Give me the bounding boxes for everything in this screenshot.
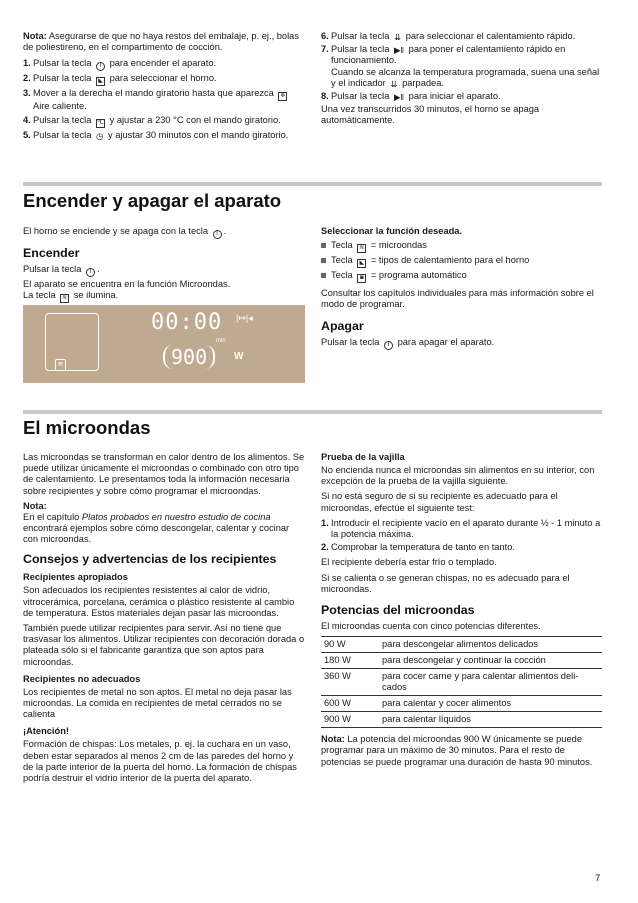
step-text: para seleccionar el horno. [109, 73, 217, 84]
section-title: El microondas [23, 417, 151, 438]
power-icon: I [86, 268, 95, 277]
atencion-text: Formación de chispas: Los metales, p. ej. la cuchara en un vaso, deben estar separados al menos 2 cm de las paredes del horno y de la parte interior de la puerta del horno. La formación de chispas podría destruir el vidrio interior de la puerta del aparato. [23, 739, 297, 784]
step-number: 7. [321, 44, 329, 55]
step-item [23, 58, 305, 71]
step-extra [331, 67, 603, 89]
final-text: Una vez transcurridos 30 minutos, el horno se apaga automáticamente. [321, 104, 540, 126]
step-item [321, 542, 603, 553]
section-divider [23, 182, 602, 186]
step-text: Pulsar la tecla [331, 44, 390, 55]
bullet-text: Tecla [331, 255, 353, 265]
list-item [321, 255, 603, 268]
use-cell: para descongelar alimentos delicados [379, 637, 602, 653]
step-number: 6. [321, 31, 329, 41]
hot-air-icon: ❄ [280, 93, 286, 100]
no-adecuados-heading: Recipientes no adecuados [23, 673, 141, 684]
potencias-heading: Potencias del microondas [321, 603, 475, 618]
step-number: 8. [321, 91, 329, 102]
table-row [321, 696, 602, 712]
step-number: 1. [321, 517, 329, 528]
sec1-left-column [23, 226, 305, 303]
step-extra-text: Cuando se alcanza la temperatura programada, suena una señal y el indicador [331, 66, 600, 88]
apagar-text: Pulsar la tecla [321, 337, 380, 348]
seguro-text: Si no está seguro de si su recipiente es adecuado para el microondas, efectúe el siguiente test: [321, 491, 558, 513]
top-note [23, 31, 305, 53]
power-icon: I [96, 62, 105, 71]
start-pause-icon: ▶ǁ [394, 92, 405, 103]
use-cell: para cocer carne y para calentar alimentos deli-cados [379, 669, 602, 696]
apagar-text: para apagar el aparato. [397, 337, 495, 348]
encender-heading: Encender [23, 246, 80, 260]
step-text: Introducir el recipiente vacío en el aparato durante ½ - 1 minuto a la potencia máxima. [331, 517, 601, 540]
step-number: 2. [321, 542, 329, 553]
section-divider [23, 410, 602, 414]
nota-text: La potencia del microondas 900 W únicamente se puede programar para un máximo de 30 minutos. Para el resto de potencias se puede programar una duración de hasta 90 minutos. [321, 734, 593, 767]
step-text: para poner el calentamiento rápido en funcionamiento. [331, 44, 566, 66]
step-text: Pulsar la tecla [331, 91, 390, 102]
step-number: 2. [23, 73, 31, 84]
potencia-nota [321, 734, 603, 768]
panel-clock: 00:00 [151, 310, 223, 335]
bullet-text: Tecla [331, 270, 353, 280]
power-table [321, 636, 602, 728]
note-text: Asegurarse de que no haya restos del embalaje, p. ej., bolas de poliestireno, en el compartimento de cocción. [23, 31, 299, 53]
microwave-icon: ≋ [55, 359, 66, 371]
top-right-column [321, 31, 603, 131]
power-cell: 360 W [321, 669, 379, 696]
consejos-heading: Consejos y advertencias de los recipientes [23, 552, 277, 567]
section-title: Encender y apagar el aparato [23, 190, 282, 211]
step-item [321, 91, 603, 102]
bullet-text: = microondas [370, 240, 427, 250]
power-icon: I [213, 230, 222, 239]
bullet-text: Tecla [331, 240, 353, 250]
encender-text: La tecla [23, 290, 56, 301]
bullet-text: = tipos de calentamiento para el horno [370, 255, 530, 265]
table-row [321, 653, 602, 669]
consult-text: Consultar los capítulos individuales para más información sobre el modo de programar. [321, 288, 594, 310]
panel-power-readout: 900 [163, 345, 215, 369]
step-item [321, 31, 603, 42]
encender-text: se ilumina. [73, 290, 119, 301]
apagar-heading: Apagar [321, 319, 364, 334]
nota-text [23, 512, 305, 546]
step-text: y ajustar a 230 °C con el mando giratorio. [109, 114, 281, 125]
power-icon: I [384, 341, 393, 350]
sec2-left-column [23, 452, 305, 788]
encender-text: Pulsar la tecla [23, 264, 82, 274]
step-text: Aire caliente. [33, 101, 87, 112]
prueba-heading: Prueba de la vajilla [321, 452, 405, 462]
clock-icon: ◷ [96, 130, 104, 141]
power-cell: 180 W [321, 653, 379, 669]
servir-text: También puede utilizar recipientes para servir. Así no tiene que trasvasar los alimentos. Utilizar recipientes con decoración dorada o plateada sólo si el fabricante garantiza que son aptos para microondas. [23, 623, 305, 667]
intro-text: El horno se enciende y se apaga con la tecla [23, 226, 209, 236]
power-cell: 900 W [321, 712, 379, 728]
step-number: 1. [23, 58, 31, 69]
table-row [321, 669, 602, 696]
use-cell: para calentar líquidos [379, 712, 602, 728]
temperature-icon: ℃ [97, 119, 104, 126]
step-number: 5. [23, 129, 31, 140]
step-text: Pulsar la tecla [331, 31, 390, 41]
microondas-intro: Las microondas se transforman en calor dentro de los alimentos. Se puede utilizar únicamente el microondas o combinado con otro tipo de calentamiento. Le presentamos toda la información necesaria sobre recipientes y sobre cómo programar el microondas. [23, 452, 305, 496]
list-item [321, 270, 603, 283]
microwave-icon: ≋ [359, 245, 365, 251]
step-item [23, 73, 305, 86]
panel-display-frame [45, 313, 99, 371]
encender-desc [23, 290, 305, 303]
use-cell: para calentar y cocer alimentos [379, 696, 602, 712]
atencion-heading: ¡Atención! [23, 726, 69, 737]
power-cell: 90 W [321, 637, 379, 653]
apropiados-heading: Recipientes apropiados [23, 572, 128, 583]
rapid-heat-icon: ⇊ [394, 32, 402, 42]
rapid-heat-icon: ⇊ [390, 78, 398, 89]
start-pause-icon: ▶ǁ [394, 45, 405, 56]
nota-label: Nota: [23, 500, 47, 511]
power-cell: 600 W [321, 696, 379, 712]
encender-desc: El aparato se encuentra en la función Microondas. [23, 279, 231, 289]
table-row [321, 637, 602, 653]
step-number: 3. [23, 88, 31, 99]
no-adecuados-text: Los recipientes de metal no son aptos. El metal no deja pasar las microondas. La comida en recipientes de metal cerrados no se calienta [23, 686, 292, 720]
step-text: Pulsar la tecla [33, 129, 92, 140]
panel-watt-label: W [234, 351, 244, 362]
microwave-icon: ≋ [62, 295, 68, 302]
step-extra-text: parpadea. [402, 77, 444, 88]
step-text: y ajustar 30 minutos con el mando giratorio. [108, 129, 289, 140]
panel-min-label: min [216, 338, 226, 344]
step-text: Mover a la derecha el mando giratorio hasta que aparezca [33, 88, 274, 99]
step-text: para seleccionar el calentamiento rápido. [405, 31, 576, 41]
encender-text: . [97, 264, 100, 274]
step-item [321, 44, 603, 89]
bullet-text: = programa automático [370, 270, 467, 280]
nota-italic: Platos probados en nuestro estudio de cocina [81, 511, 271, 522]
page-number: 7 [595, 873, 601, 884]
use-cell: para descongelar y continuar la cocción [379, 653, 602, 669]
step-text: para iniciar el aparato. [408, 91, 501, 102]
step-text: Pulsar la tecla [33, 58, 92, 69]
sec2-right-column [321, 452, 603, 772]
note-label: Nota: [23, 31, 47, 41]
step-item [23, 115, 305, 128]
step-number: 4. [23, 114, 31, 125]
chispas-text: Si se calienta o se generan chispas, no es adecuado para el microondas. [321, 572, 570, 594]
step-text: Comprobar la temperatura de tanto en tanto. [331, 542, 515, 553]
oven-mode-icon: ◣ [357, 259, 366, 268]
step-text: Pulsar la tecla [33, 114, 92, 125]
potencias-intro: El microondas cuenta con cinco potencias diferentes. [321, 621, 541, 632]
auto-program-icon: ◙ [357, 274, 366, 283]
control-panel-image [23, 305, 305, 383]
top-left-column [23, 31, 305, 143]
nota-part: En el capítulo [23, 511, 82, 522]
step-item [23, 88, 305, 112]
step-item [23, 130, 305, 141]
apropiados-text: Son adecuados los recipientes resistentes al calor de vidrio, vitrocerámica, porcelana, cerámica o plástico resistente al cambio de temperatura. Estos materiales dejan pasar las microondas. [23, 585, 295, 618]
prueba-text: No encienda nunca el microondas sin alimentos en su interior, con excepción de la prueba de la vajilla siguiente. [321, 465, 595, 487]
table-row [321, 712, 602, 728]
rapid-heat-indicator-icon: |↦|◂ [236, 313, 253, 323]
nota-label: Nota: [321, 734, 345, 745]
intro-text: . [223, 226, 227, 236]
sec1-intro [23, 226, 305, 239]
sec1-right-column [321, 226, 603, 354]
encender-line [23, 264, 305, 277]
nota-part: encontrará ejemplos sobre cómo descongelar, calentar y cocinar con microondas. [23, 523, 290, 545]
apagar-line [321, 337, 603, 350]
step-text: para encender el aparato. [109, 58, 217, 69]
seleccionar-heading: Seleccionar la función deseada. [321, 226, 463, 236]
step-item [321, 518, 603, 540]
step-text: Pulsar la tecla [33, 73, 92, 84]
oven-mode-icon: ◣ [96, 77, 105, 86]
list-item [321, 240, 603, 253]
frio-text: El recipiente debería estar frío o templado. [321, 557, 497, 568]
